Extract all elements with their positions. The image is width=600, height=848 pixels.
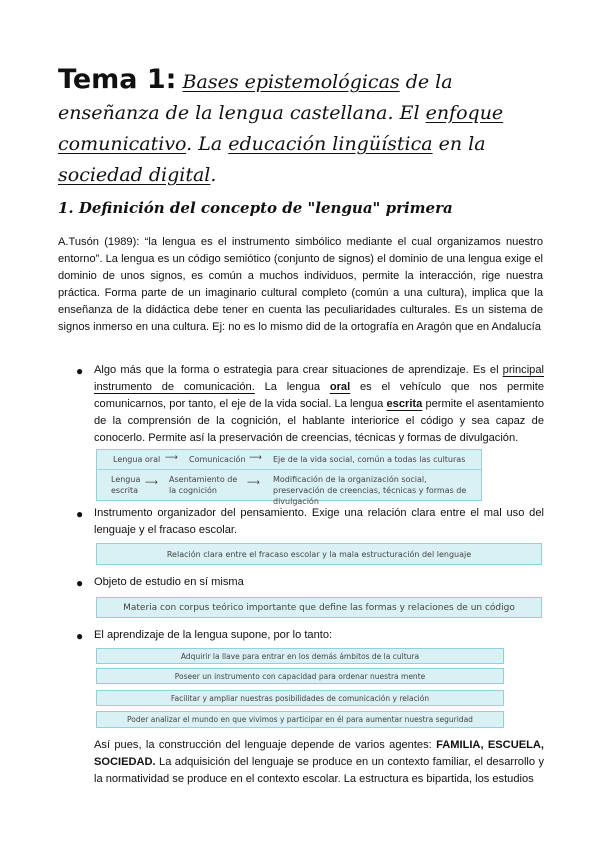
diagram-r1-b: Comunicación (189, 455, 246, 464)
page-title: Tema 1: Bases epistemológicas de la enseñanza de la lengua castellana. El enfoque comunicativo. La educación lingüística en la sociedad digital. (58, 64, 504, 186)
title-prefix: Tema 1: (58, 64, 177, 95)
intro-paragraph: A.Tusón (1989): “la lengua es el instrumento simbólico mediante el cual organizamos nuestro entorno”. La lengua es un código semiótico (conjunto de signos) el dominio de una lengua exige el dominio de unos signos, es común a muchos individuos, permite la interacción, rige nuestra práctica. Forma parte de un imaginario cultural completo (común a una cultura), implica que la enseñanza de la didáctica debe tener en cuenta las peculiaridades culturales. Es un sistema de signos inmerso en una cultura. Ej: no es lo mismo did de la ortografía en Aragón que en Andalucía (58, 236, 543, 333)
closing-paragraph: Así pues, la construcción del lenguaje depende de varios agentes: FAMILIA, ESCUELA, SOCIEDAD. La adquisición del lenguaje se produce en un contexto familiar, el desarrollo y la normatividad se produce en el contexto escolar. La estructura es bipartida, los estudios (94, 739, 544, 785)
bullet-dot: ● (76, 364, 84, 378)
arrow-icon: ⟶ (249, 453, 262, 463)
bullet3-text: Objeto de estudio en sí misma (94, 576, 244, 588)
diagram-r1-a: Lengua oral (113, 455, 161, 464)
diagram-r2-b: Asentamiento de la cognición (169, 475, 238, 495)
diagram-r2-c: Modificación de la organización social, preservación de creencias, técnicas y formas de divulgación (273, 475, 467, 506)
arrow-icon: ⟶ (145, 478, 158, 488)
list-item: Poseer un instrumento con capacidad para ordenar nuestra mente (96, 668, 504, 684)
box-materia: Materia con corpus teórico importante que define las formas y relaciones de un código (96, 597, 542, 618)
bullet1-text: Algo más que la forma o estrategia para crear situaciones de aprendizaje. Es el principal instrumento de comunicación. La lengua oral es el vehículo que nos permite comunicarnos, por tanto, el eje de la vida social. La lengua escrita permite el asentamiento de la comprensión de la cognición, el hablante interiorice el código y sea capaz de conocerlo. Permite así la preservación de creencias, técnicas y formas de divulgación. (94, 364, 544, 444)
arrow-icon: ⟶ (247, 478, 260, 488)
list-item: Poder analizar el mundo en que vivimos y participar en él para aumentar nuestra seguridad (96, 711, 504, 728)
bullet4-text: El aprendizaje de la lengua supone, por lo tanto: (94, 629, 333, 641)
diagram-r2-a: Lengua escrita (111, 475, 141, 495)
bullet-dot: ● (76, 576, 84, 590)
diagram-r1-c: Eje de la vida social, común a todas las culturas (273, 455, 466, 464)
list-item: Adquirir la llave para entrar en los demás ámbitos de la cultura (96, 648, 504, 664)
list-item: Facilitar y ampliar nuestras posibilidades de comunicación y relación (96, 690, 504, 706)
bullet2-text: Instrumento organizador del pensamiento. Exige una relación clara entre el mal uso del lenguaje y el fracaso escolar. (94, 507, 544, 536)
bullet-dot: ● (76, 629, 84, 643)
bullet-dot: ● (76, 507, 84, 521)
diagram-divider (97, 469, 481, 470)
section-heading: 1. Definición del concepto de "lengua" primera (58, 199, 453, 217)
box-fracaso: Relación clara entre el fracaso escolar y la mala estructuración del lenguaje (96, 543, 542, 565)
communication-diagram (96, 449, 482, 506)
arrow-icon: ⟶ (165, 453, 178, 463)
